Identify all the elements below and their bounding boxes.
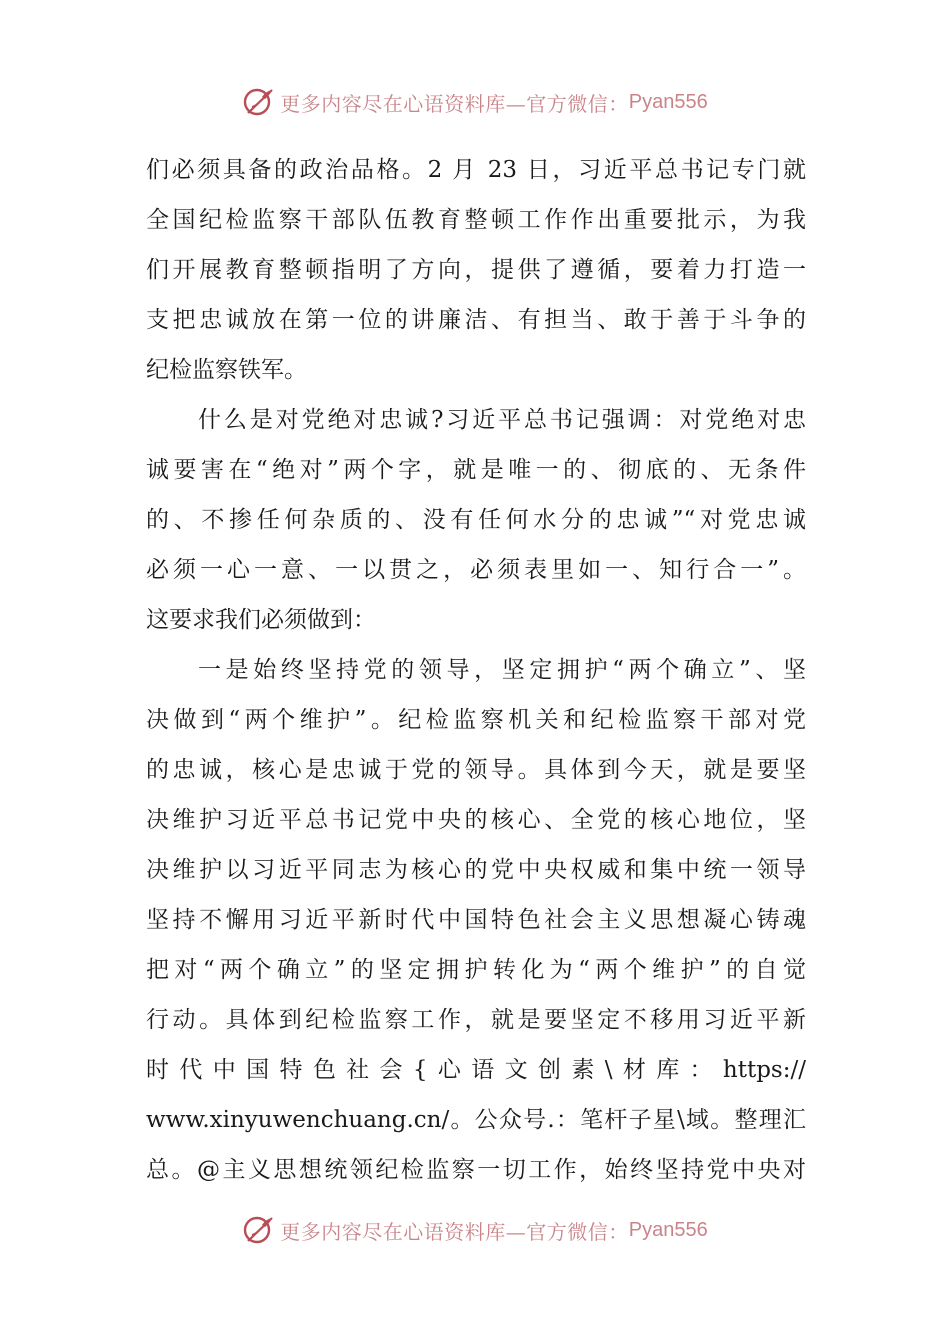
quill-logo-icon bbox=[242, 1213, 276, 1247]
text-line: 纪检监察铁军。 bbox=[146, 357, 307, 383]
text-line: 什么是对党绝对忠诚?习近平总书记强调：对党绝对忠 bbox=[198, 407, 806, 433]
banner-text: 更多内容尽在心语资料库—官方微信： bbox=[280, 91, 629, 116]
text-line: 支把忠诚放在第一位的讲廉洁、有担当、敢于善于斗争的 bbox=[146, 307, 806, 333]
document-body bbox=[146, 145, 806, 1195]
banner-text: 更多内容尽在心语资料库—官方微信： bbox=[280, 1219, 629, 1244]
text-line: 们必须具备的政治品格。2 月 23 日，习近平总书记专门就 bbox=[146, 157, 806, 183]
text-line: 诚要害在“绝对”两个字，就是唯一的、彻底的、无条件 bbox=[146, 457, 806, 483]
text-line: 的忠诚，核心是忠诚于党的领导。具体到今天，就是要坚 bbox=[146, 757, 806, 783]
text-line: 必须一心一意、一以贯之，必须表里如一、知行合一”。 bbox=[146, 557, 806, 583]
text-line: 决做到“两个维护”。纪检监察机关和纪检监察干部对党 bbox=[146, 707, 806, 733]
header-watermark-banner bbox=[0, 80, 950, 124]
text-line: 决维护以习近平同志为核心的党中央权威和集中统一领导 bbox=[146, 857, 806, 883]
banner-wechat-id: Pyan556 bbox=[628, 90, 708, 113]
banner-wechat-id: Pyan556 bbox=[628, 1218, 708, 1241]
quill-logo-icon bbox=[242, 85, 276, 119]
text-line: 的、不掺任何杂质的、没有任何水分的忠诚”“对党忠诚 bbox=[146, 507, 806, 533]
text-line: 行动。具体到纪检监察工作，就是要坚定不移用习近平新 bbox=[146, 1007, 806, 1033]
text-line: www.xinyuwenchuang.cn/。公众号.：笔杆子星\域。整理汇 bbox=[146, 1107, 806, 1133]
text-line: 这要求我们必须做到： bbox=[146, 607, 376, 633]
text-line: 一是始终坚持党的领导，坚定拥护“两个确立”、坚 bbox=[198, 657, 806, 683]
text-line: 把对“两个确立”的坚定拥护转化为“两个维护”的自觉 bbox=[146, 957, 806, 983]
text-line: 总。@主义思想统领纪检监察一切工作，始终坚持党中央对 bbox=[146, 1157, 806, 1183]
text-line: 们开展教育整顿指明了方向，提供了遵循，要着力打造一 bbox=[146, 257, 806, 283]
text-line: 时代中国特色社会{心语文创素\材库：https:// bbox=[146, 1057, 806, 1083]
text-line: 坚持不懈用习近平新时代中国特色社会主义思想凝心铸魂 bbox=[146, 907, 806, 933]
footer-watermark-banner bbox=[0, 1208, 950, 1252]
text-line: 全国纪检监察干部队伍教育整顿工作作出重要批示，为我 bbox=[146, 207, 806, 233]
text-line: 决维护习近平总书记党中央的核心、全党的核心地位，坚 bbox=[146, 807, 806, 833]
